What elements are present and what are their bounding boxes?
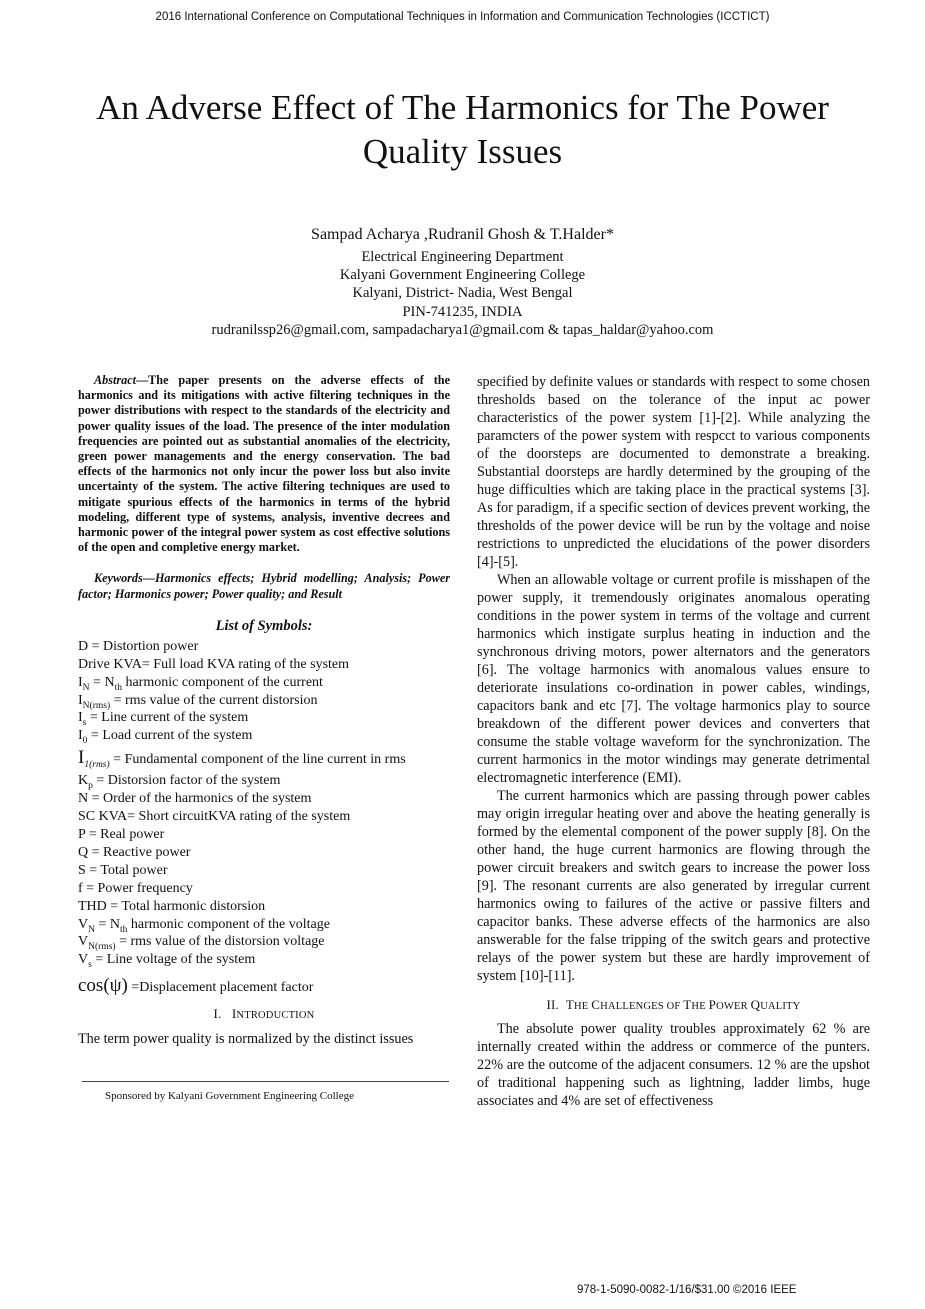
keywords [78, 571, 450, 601]
symbol-item [78, 745, 450, 772]
symbol-var: I [78, 692, 83, 708]
affiliation-department: Electrical Engineering Department [361, 249, 564, 265]
affiliation-emails: rudranilssp26@gmail.com, sampadacharya1@gmail.com & tapas_haldar@yahoo.com [211, 321, 714, 338]
symbol-def: = rms value of the distorsion voltage [115, 934, 325, 950]
abstract [78, 373, 450, 555]
symbol-sub: 1(rms) [84, 760, 110, 771]
symbol-sub: N(rms) [82, 700, 111, 711]
symbol-def: harmonic component of the current [121, 674, 323, 690]
symbol-sub: th [120, 924, 128, 935]
symbol-sub: N(rms) [88, 942, 116, 953]
section-title-part: UALITY [760, 1001, 801, 1012]
author-list: Sampad Acharya ,Rudranil Ghosh & T.Halder* [311, 226, 614, 243]
section-title-part: T [683, 997, 692, 1012]
symbol-item: P = Real power [78, 827, 165, 842]
introduction-text: The term power quality is normalized by the distinct issues [78, 1031, 414, 1048]
symbol-item [78, 933, 450, 951]
symbol-sub: s [88, 960, 92, 971]
symbol-def: = rms value of the current distorsion [110, 692, 318, 708]
keywords-dash: — [142, 571, 155, 586]
symbol-def: = Distorsion factor of the system [92, 773, 281, 789]
symbol-var: I [78, 747, 85, 769]
symbol-var: V [78, 916, 89, 932]
section-title-part: HE [691, 1001, 709, 1012]
section-number: I. [213, 1006, 222, 1022]
section-title-part: HALLENGES OF [600, 1001, 684, 1012]
symbol-item: THD = Total harmonic distorsion [78, 898, 266, 914]
left-column [78, 373, 450, 1048]
affiliation-location: Kalyani, District- Nadia, West Bengal [352, 285, 573, 302]
symbol-item: SC KVA= Short circuitKVA rating of the system [78, 809, 351, 825]
symbol-var: K [78, 773, 89, 789]
symbol-item [78, 973, 450, 1001]
body-paragraph: The current harmonics which are passing through power cables may origin irregular heating over and above the heating generally is formed by the elemental component of the power supply [8]. On the other hand, the huge current harmonics are flowing through the power circuit breakers and switch gears to increase the power loss [9]. The resonant currents are also generated by irregular current harmonics owing to failures of the active or passive filters and capacitor banks. These adverse effects of the harmonics are also answerable for the false tripping of the switch gears and protective relays of the power system but these are hardly improvement of system [10]-[11]. [477, 788, 870, 984]
symbol-def: = N [95, 916, 121, 932]
symbol-def: = Line current of the system [86, 710, 249, 726]
section-title-rest: NTRODUCTION [236, 1010, 315, 1022]
abstract-label: Abstract [94, 373, 136, 387]
section-title-initial: I [231, 1006, 237, 1022]
symbol-var: V [78, 952, 89, 968]
symbol-item: N = Order of the harmonics of the system [78, 791, 312, 807]
symbol-sub: s [82, 718, 87, 729]
section-title-part: Q [750, 997, 761, 1012]
body-paragraph: The absolute power quality troubles approximately 62 % are internally created within the address or commerce of the punters. 22% are the outcome of the adjacent consumers. 12 % are the upshot of traditional happening such as lightning, ladder limbs, huge associates and 4% are set of effectiveness [477, 1021, 870, 1109]
symbol-var: I [78, 728, 83, 744]
body-paragraph: specified by definite values or standards with respect to some chosen thresholds based on the tolerance of the input ac power characteristics of the power system [1]-[2]. While analyzing the paramcters of the power system with respcct to various components of the doorsteps are documented to demonstrate a breaking. Substantial doorsteps are hardly determined by the grouping of the huge difficulties which are taking place in the practical systems [3]. As for paradigm, if a specific section of devices prevent working, the thresholds of the power device will be run by the voltage and noise restrictions to unpredicted the elucidations of the power disorders [4]-[5]. [477, 374, 870, 570]
symbol-sub: th [114, 682, 122, 693]
section-title-part: OWER [716, 1001, 751, 1012]
symbol-sub: N [88, 924, 95, 935]
affiliation-block [0, 248, 925, 339]
symbol-item: S = Total power [78, 862, 168, 878]
abstract-dash: — [135, 373, 149, 387]
symbol-item: Q = Reactive power [78, 844, 191, 860]
symbol-def: = Fundamental component of the line current in rms [109, 752, 406, 768]
symbol-var: cos(ψ) [78, 975, 128, 997]
keywords-label: Keywords [94, 571, 143, 586]
section-title-part: HE [574, 1001, 592, 1012]
section-number: II. [546, 997, 559, 1012]
symbol-item [78, 692, 450, 710]
symbol-item [78, 674, 450, 692]
symbols-list [78, 638, 450, 1001]
affiliation-college: Kalyani Government Engineering College [339, 267, 586, 284]
body-paragraph: When an allowable voltage or current profile is misshapen of the power supply, it tremendously originates anomalous operating conditions in the power system in terms of the voltage and current harmonics which instigate surplus heating in induction and the synchronous driving motors, power alternators and the generators [6]. The voltage harmonics with anomalous values ensure to deteriorate insulations co-ordination in power cables, windings, capacitors bank and etc [7]. The voltage harmonics play to source breakdown of the different power devices and converters that consume the stable voltage waveform for the synchronization. The current harmonics in the motor windings may generate detrimental electromagnetic interference (EMI). [477, 572, 870, 786]
section-title-part: C [591, 997, 601, 1012]
symbols-heading: List of Symbols: [215, 617, 313, 634]
copyright-footer: 978-1-5090-0082-1/16/$31.00 ©2016 IEEE [577, 1284, 797, 1296]
footnote: Sponsored by Kalyani Government Engineering College [105, 1090, 354, 1102]
symbol-var: I [78, 710, 83, 726]
right-column [477, 373, 870, 1110]
section-heading-introduction [78, 1005, 450, 1024]
symbol-var: V [78, 934, 89, 950]
symbol-item [78, 727, 450, 745]
symbol-def: =Displacement placement factor [127, 980, 314, 996]
section-heading-challenges [477, 996, 870, 1015]
symbol-item [78, 951, 450, 969]
symbol-def: = Line voltage of the system [91, 952, 256, 968]
symbol-item [78, 709, 450, 727]
symbol-sub: p [88, 781, 93, 792]
symbol-var: I [78, 674, 83, 690]
symbol-item [78, 772, 450, 790]
affiliation-pin: PIN-741235, INDIA [402, 303, 523, 320]
symbol-def: = Load current of the system [87, 728, 253, 744]
abstract-text: The paper presents on the adverse effects of the harmonics and its mitigations with active filtering techniques in the power distributions with respect to the standards of the electricity and power quality issues of the load. The presence of the inter modulation frequencies are pointed out as substantial anomalies of the electricity, green power managements and the energy conservation. The bad effects of the harmonics not only incur the power loss but also invite uncertainty of the system. The active filtering techniques are used to mitigate spurious effects of the harmonics in terms of the hybrid modeling, different type of systems, analysis, inventive decrees and harmonic power of the integral power system as cost effective solutions of the open and completive energy market. [78, 373, 450, 555]
keywords-text: Harmonics effects; Hybrid modelling; Analysis; Power factor; Harmonics power; Power quality; and Result [78, 571, 450, 601]
footnote-divider [82, 1081, 449, 1082]
conference-header: 2016 International Conference on Computational Techniques in Information and Communication Technologies (ICCTICT) [155, 11, 770, 23]
symbol-sub: 0 [82, 736, 88, 747]
section-title-part: T [565, 997, 575, 1012]
symbol-def: = N [89, 674, 115, 690]
paper-title: An Adverse Effect of The Harmonics for The Power Quality Issues [96, 88, 829, 171]
symbol-item: Drive KVA= Full load KVA rating of the system [78, 656, 350, 672]
symbol-def: harmonic component of the voltage [127, 916, 330, 932]
section-title-part: P [708, 997, 717, 1012]
symbol-item [78, 916, 450, 934]
symbol-item: D = Distortion power [78, 638, 199, 654]
symbol-sub: N [82, 682, 90, 693]
symbol-item: f = Power frequency [78, 880, 193, 896]
